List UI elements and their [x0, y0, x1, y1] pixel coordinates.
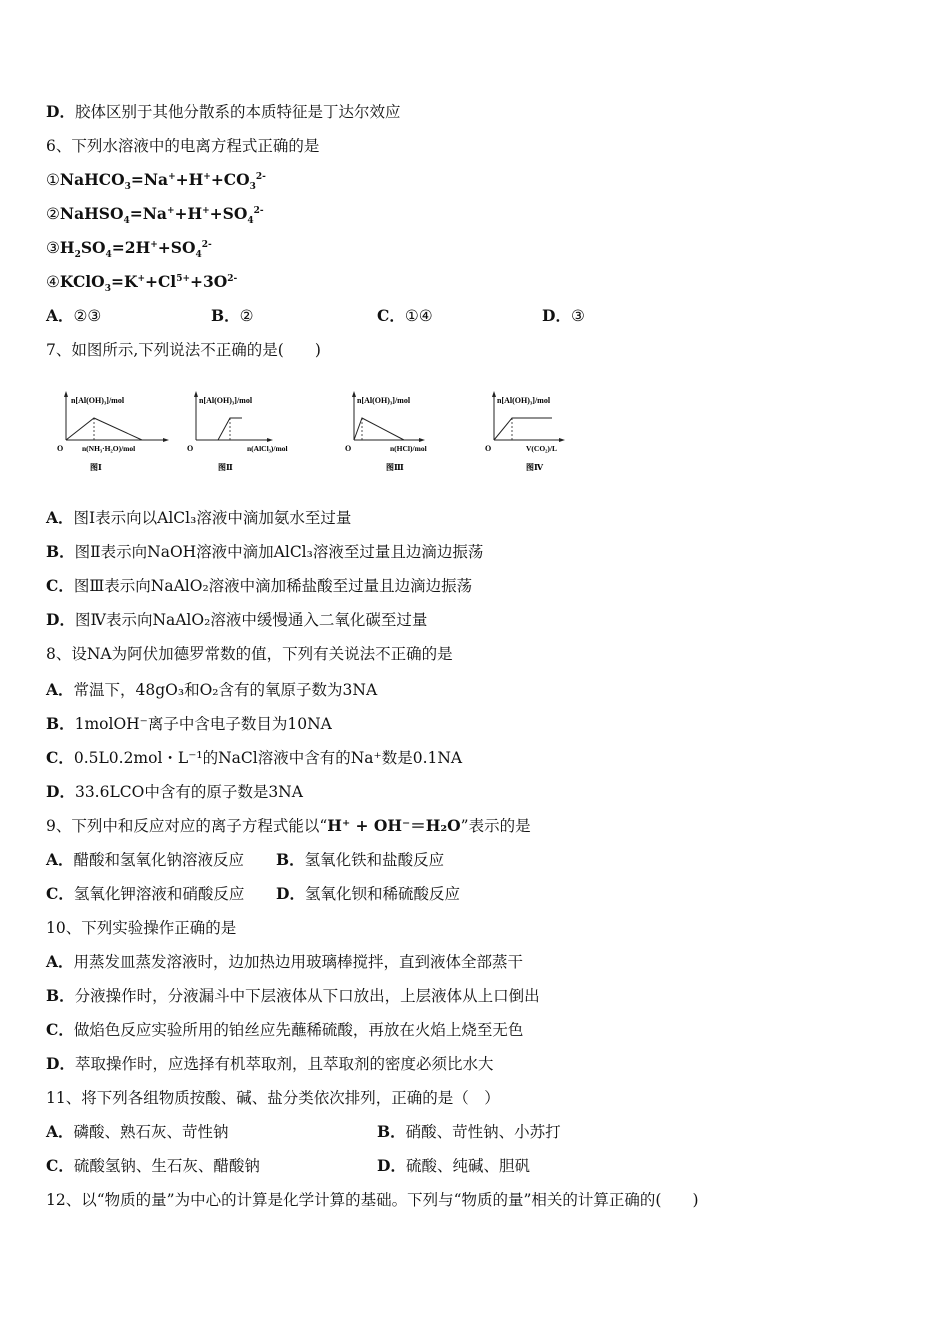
q6-equation-2	[46, 204, 264, 227]
q6-option-d: D．③	[542, 306, 585, 325]
subscript: 3	[104, 284, 111, 295]
subscript: 4	[105, 250, 112, 261]
option-text: 胶体区别于其他分散系的本质特征是丁达尔效应	[74, 103, 401, 121]
q9-option-d: D．氢氧化钡和稀硫酸反应	[276, 884, 460, 903]
figure-2	[184, 388, 304, 482]
q8-option-a: A．常温下，48gO₃和O₂含有的氧原子数为3NA	[46, 680, 378, 699]
formula: =Na	[129, 204, 167, 223]
q11-option-d: D．硫酸、纯碱、胆矾	[377, 1156, 530, 1175]
formula: KClO	[59, 272, 105, 291]
q11-option-b: B．硝酸、苛性钠、小苏打	[377, 1122, 561, 1141]
superscript: 2-	[201, 239, 212, 250]
superscript: 2-	[253, 205, 264, 216]
figure-caption: 图Ⅱ	[218, 463, 233, 472]
q6-equation-1	[46, 170, 266, 193]
figure-1	[54, 388, 174, 482]
circled-number: ①	[46, 171, 60, 189]
superscript: +	[202, 205, 210, 216]
formula: NaHCO	[59, 170, 125, 189]
x-axis-label: n(NH₃·H₂O)/mol	[82, 444, 136, 453]
formula: +H	[174, 204, 203, 223]
figure-caption: 图Ⅰ	[90, 463, 102, 472]
formula: +3O	[190, 272, 228, 291]
subscript: 4	[247, 216, 254, 227]
y-axis-label: n[Al(OH)₃]/mol	[497, 396, 551, 405]
x-axis-label: n(HCl)/mol	[390, 444, 427, 453]
y-axis-label: n[Al(OH)₃]/mol	[199, 396, 253, 405]
figure-3	[342, 388, 462, 482]
origin-label: O	[345, 444, 352, 453]
subscript: 4	[123, 216, 130, 227]
formula: +H	[175, 170, 204, 189]
q8-option-b: B．1molOH⁻离子中含电子数目为10NA	[46, 714, 332, 733]
q7-option-a: A．图Ⅰ表示向以AlCl₃溶液中滴加氨水至过量	[46, 508, 352, 527]
formula: =Na	[130, 170, 169, 189]
figure-caption: 图Ⅳ	[526, 463, 544, 472]
q9-option-c: C．氢氧化钾溶液和硝酸反应	[46, 884, 245, 903]
q9-option-b: B．氢氧化铁和盐酸反应	[276, 850, 445, 869]
q10-option-a: A．用蒸发皿蒸发溶液时，边加热边用玻璃棒搅拌，直到液体全部蒸干	[46, 952, 524, 971]
q11-option-a: A．磷酸、熟石灰、苛性钠	[46, 1122, 229, 1141]
superscript: 2-	[227, 273, 238, 284]
origin-label: O	[57, 444, 64, 453]
q6-equation-4	[46, 272, 238, 295]
x-axis-label: V(CO₂)/L	[526, 444, 557, 453]
q11-option-c: C．硫酸氢钠、生石灰、醋酸钠	[46, 1156, 260, 1175]
q10-option-d: D．萃取操作时，应选择有机萃取剂，且萃取剂的密度必须比水大	[46, 1054, 494, 1073]
subscript: 3	[124, 182, 131, 193]
formula: +SO	[157, 238, 196, 257]
q12-stem: 12、以“物质的量”为中心的计算是化学计算的基础。下列与“物质的量”相关的计算正确的( )	[46, 1191, 699, 1209]
superscript: +	[150, 239, 158, 250]
superscript: +	[166, 205, 175, 216]
superscript: +	[137, 273, 145, 284]
circled-number: ②	[46, 205, 60, 223]
q6-option-c: C．①④	[377, 306, 433, 325]
formula: +CO	[210, 170, 250, 189]
figure-4	[482, 388, 602, 482]
option-letter: D．	[46, 102, 75, 121]
q10-option-c: C．做焰色反应实验所用的铂丝应先蘸稀硫酸，再放在火焰上烧至无色	[46, 1020, 524, 1039]
q11-stem: 11、将下列各组物质按酸、碱、盐分类依次排列，正确的是（ ）	[46, 1089, 500, 1107]
q7-stem: 7、如图所示,下列说法不正确的是( )	[46, 341, 321, 359]
superscript: +	[203, 171, 211, 182]
formula: H	[59, 238, 75, 257]
q9-stem: 9、下列中和反应对应的离子方程式能以“H⁺ + OH⁻＝H₂O”表示的是	[46, 816, 531, 835]
q7-option-b: B．图Ⅱ表示向NaOH溶液中滴加AlCl₃溶液至过量且边滴边振荡	[46, 542, 484, 561]
y-axis-label: n[Al(OH)₃]/mol	[71, 396, 125, 405]
q6-stem: 6、下列水溶液中的电离方程式正确的是	[46, 137, 320, 155]
q10-option-b: B．分液操作时，分液漏斗中下层液体从下口放出，上层液体从上口倒出	[46, 986, 540, 1005]
q5-option-d	[46, 102, 400, 122]
formula: NaHSO	[59, 204, 124, 223]
superscript: 2-	[255, 171, 266, 182]
q10-stem: 10、下列实验操作正确的是	[46, 919, 237, 937]
q6-equation-3	[46, 238, 212, 261]
x-axis-label: n(AlCl₃)/mol	[247, 444, 288, 453]
q8-option-c: C．0.5L0.2mol・L⁻¹的NaCl溶液中含有的Na⁺数是0.1NA	[46, 748, 463, 767]
formula: SO	[80, 238, 106, 257]
q9-option-a: A．醋酸和氢氧化钠溶液反应	[46, 850, 245, 869]
formula: +SO	[209, 204, 248, 223]
superscript: 5+	[176, 273, 191, 284]
y-axis-label: n[Al(OH)₃]/mol	[357, 396, 411, 405]
circled-number: ④	[46, 273, 60, 291]
origin-label: O	[485, 444, 492, 453]
q8-stem: 8、设NA为阿伏加德罗常数的值，下列有关说法不正确的是	[46, 645, 453, 663]
subscript: 3	[249, 182, 256, 193]
q6-option-b: B．②	[211, 306, 254, 325]
figure-caption: 图Ⅲ	[386, 463, 404, 472]
circled-number: ③	[46, 239, 60, 257]
subscript: 2	[74, 250, 81, 261]
q8-option-d: D．33.6LCO中含有的原子数是3NA	[46, 782, 303, 801]
ionic-equation: H⁺ + OH⁻＝H₂O	[327, 816, 461, 835]
subscript: 4	[195, 250, 202, 261]
q7-option-c: C．图Ⅲ表示向NaAlO₂溶液中滴加稀盐酸至过量且边滴边振荡	[46, 576, 473, 595]
q7-option-d: D．图Ⅳ表示向NaAlO₂溶液中缓慢通入二氧化碳至过量	[46, 610, 428, 629]
formula: =K	[110, 272, 138, 291]
formula: +Cl	[144, 272, 177, 291]
origin-label: O	[187, 444, 194, 453]
formula: =2H	[111, 238, 151, 257]
q6-option-a: A．②③	[46, 306, 102, 325]
superscript: +	[168, 171, 176, 182]
